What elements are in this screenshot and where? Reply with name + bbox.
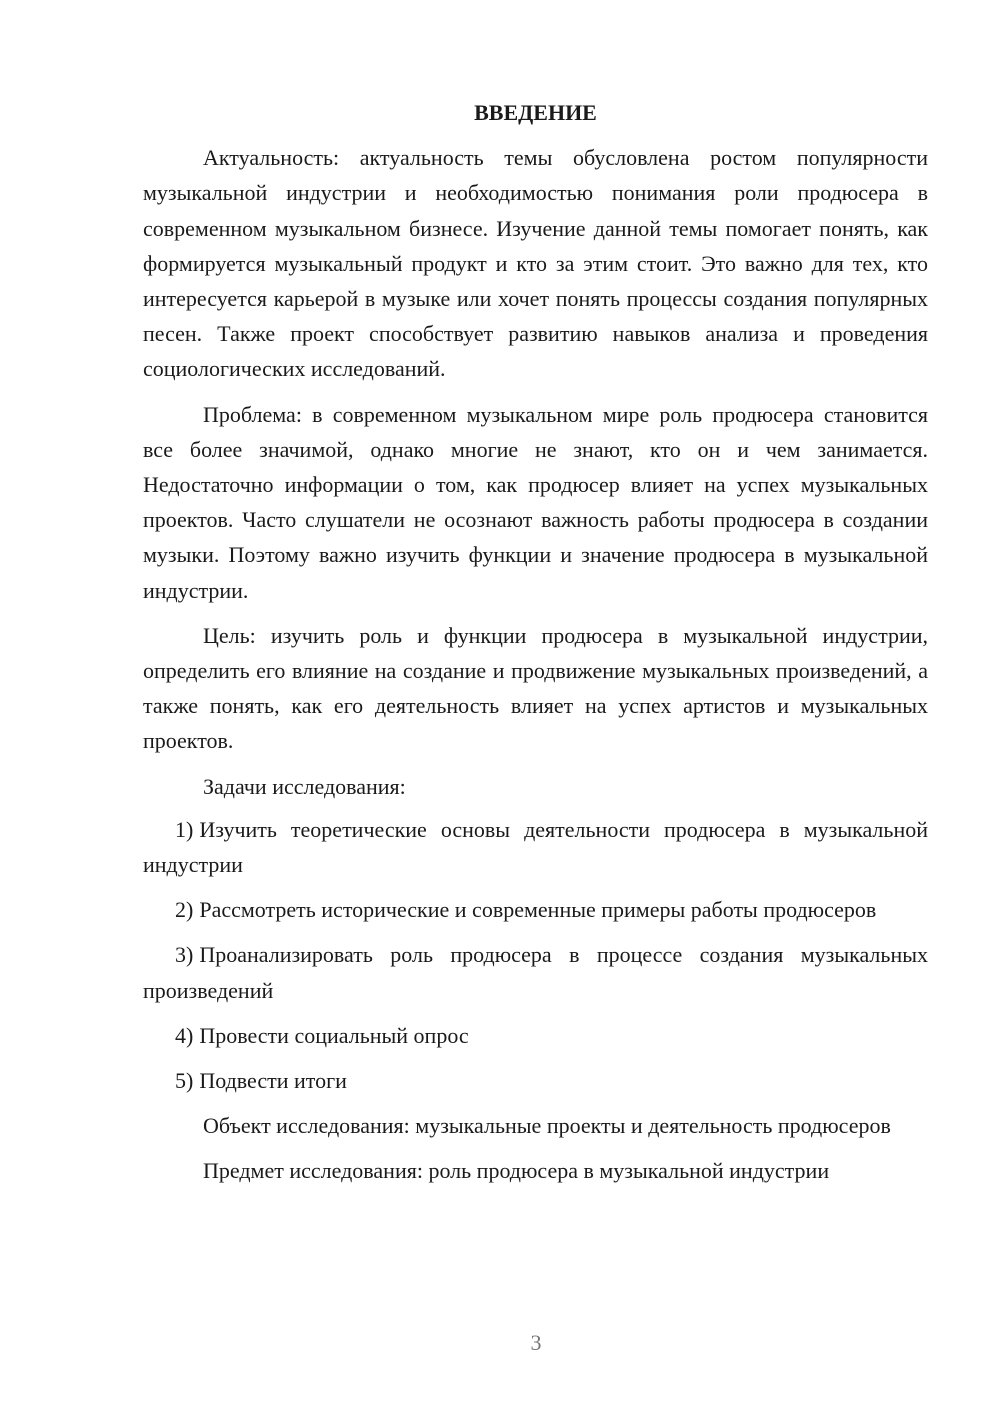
task-number: 2) — [175, 897, 194, 923]
task-item-5 — [143, 1063, 928, 1098]
tasks-list — [143, 812, 928, 1098]
task-number: 5) — [175, 1068, 194, 1094]
task-text: Подвести итоги — [199, 1068, 347, 1094]
task-text: Провести социальный опрос — [199, 1022, 469, 1048]
object-paragraph: Объект исследования: музыкальные проекты и деятельность продюсеров — [203, 1113, 891, 1139]
task-item-2 — [143, 892, 928, 927]
task-text: Рассмотреть исторические и современные примеры работы продюсеров — [199, 897, 877, 923]
tasks-heading: Задачи исследования: — [203, 773, 406, 799]
document-page — [143, 95, 928, 1199]
page-title: ВВЕДЕНИЕ — [474, 100, 597, 125]
subject-paragraph: Предмет исследования: роль продюсера в музыкальной индустрии — [203, 1158, 830, 1184]
goal-paragraph: Цель: изучить роль и функции продюсера в музыкальной индустрии, определить его влияние на создание и продвижение музыкальных произведений, а также понять, как его деятельность влияет на успех артистов и музыкальных проектов. — [143, 622, 928, 754]
task-item-1 — [143, 812, 928, 882]
task-item-3 — [143, 937, 928, 1007]
task-number: 4) — [175, 1022, 194, 1048]
problem-paragraph: Проблема: в современном музыкальном мире роль продюсера становится все более значимой, однако многие не знают, кто он и чем занимается. Недостаточно информации о том, как продюсер влияет на успех музыкальных проектов. Часто слушатели не осознают важность работы продюсера в создании музыки. Поэтому важно изучить функции и значение продюсера в музыкальной индустрии. — [143, 401, 928, 603]
task-text: Проанализировать роль продюсера в процессе создания музыкальных произведений — [143, 942, 928, 1003]
task-item-4 — [143, 1018, 928, 1053]
task-number: 3) — [175, 942, 194, 968]
relevance-paragraph: Актуальность: актуальность темы обусловлена ростом популярности музыкальной индустрии и необходимостью понимания роли продюсера в современном музыкальном бизнесе. Изучение данной темы помогает понять, как формируется музыкальный продукт и кто за этим стоит. Это важно для тех, кто интересуется карьерой в музыке или хочет понять процессы создания популярных песен. Также проект способствует развитию навыков анализа и проведения социологических исследований. — [143, 145, 928, 382]
task-number: 1) — [175, 816, 194, 842]
task-text: Изучить теоретические основы деятельности продюсера в музыкальной индустрии — [143, 816, 928, 878]
page-number: 3 — [530, 1330, 542, 1355]
